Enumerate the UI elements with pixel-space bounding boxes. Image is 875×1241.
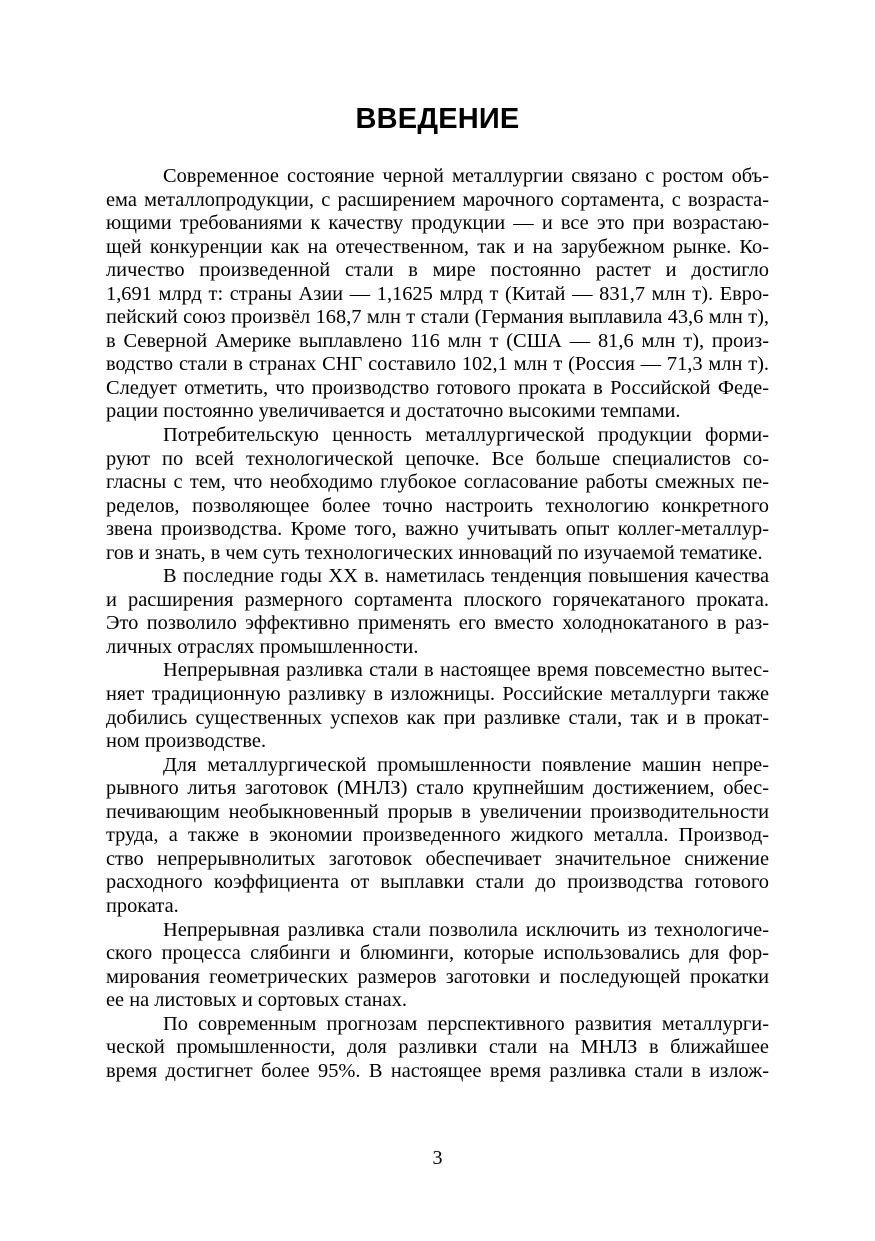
text-line: ческой промышленности, доля разливки стали на МНЛЗ в ближайшее bbox=[106, 1036, 769, 1059]
text-line: гов и знать, в чем суть технологических инноваций по изучаемой тематике. bbox=[106, 541, 763, 564]
text-line: Непрерывная разливка стали в настоящее время повсеместно вытес- bbox=[163, 659, 769, 682]
page-title: ВВЕДЕНИЕ bbox=[355, 103, 520, 135]
text-line: пейский союз произвёл 168,7 млн т стали (Германия выплавила 43,6 млн т), bbox=[106, 306, 769, 329]
text-line: рывного литья заготовок (МНЛЗ) стало крупнейшим достижением, обес- bbox=[106, 777, 769, 800]
text-line: труда, а также в экономии произведенного жидкого металла. Производ- bbox=[106, 824, 769, 847]
body-text bbox=[106, 165, 769, 1083]
text-line: ема металлопродукции, с расширением марочного сортамента, с возраста- bbox=[106, 188, 769, 211]
text-line: водство стали в странах СНГ составило 102,1 млн т (Россия — 71,3 млн т). bbox=[106, 353, 769, 376]
text-line: печивающим необыкновенный прорыв в увеличении производительности bbox=[106, 800, 769, 823]
text-line: Потребительскую ценность металлургической продукции форми- bbox=[163, 424, 769, 447]
text-line: личество произведенной стали в мире постоянно растет и достигло bbox=[106, 259, 769, 282]
text-line: мирования геометрических размеров заготовки и последующей прокатки bbox=[106, 965, 769, 988]
text-line: Это позволило эффективно применять его вместо холоднокатаного в раз- bbox=[106, 612, 769, 635]
paragraph bbox=[106, 565, 769, 659]
text-line: личных отраслях промышленности. bbox=[106, 635, 419, 658]
text-line: в Северной Америке выплавлено 116 млн т (США — 81,6 млн т), произ- bbox=[106, 329, 769, 352]
text-line: По современным прогнозам перспективного развития металлурги- bbox=[163, 1012, 769, 1035]
text-line: рации постоянно увеличивается и достаточно высокими темпами. bbox=[106, 400, 681, 423]
text-line: щей конкуренции как на отечественном, так и на зарубежном рынке. Ко- bbox=[106, 235, 769, 258]
paragraph bbox=[106, 754, 769, 919]
text-line: ющими требованиями к качеству продукции — и все это при возрастаю- bbox=[106, 212, 769, 235]
page-number: 3 bbox=[432, 1147, 443, 1169]
text-line: Следует отметить, что производство готового проката в Российской Феде- bbox=[106, 376, 769, 399]
text-line: Непрерывная разливка стали позволила исключить из технологиче- bbox=[163, 918, 769, 941]
paragraph bbox=[106, 919, 769, 1013]
text-line: ского процесса слябинги и блюминги, которые использовались для фор- bbox=[106, 942, 769, 965]
text-line: звена производства. Кроме того, важно учитывать опыт коллег-металлур- bbox=[106, 518, 769, 541]
paragraph bbox=[106, 424, 769, 565]
text-line: и расширения размерного сортамента плоского горячекатаного проката. bbox=[106, 588, 769, 611]
text-line: время достигнет более 95%. В настоящее время разливка стали в излож- bbox=[106, 1059, 769, 1082]
text-line: расходного коэффициента от выплавки стали до производства готового bbox=[106, 871, 769, 894]
paragraph bbox=[106, 1013, 769, 1084]
text-line: гласны с тем, что необходимо глубокое согласование работы смежных пе- bbox=[106, 471, 769, 494]
text-line: Для металлургической промышленности появление машин непре- bbox=[163, 753, 769, 776]
text-line: ном производстве. bbox=[106, 730, 267, 753]
text-line: няет традиционную разливку в изложницы. Российские металлурги также bbox=[106, 683, 769, 706]
text-line: добились существенных успехов как при разливке стали, так и в прокат- bbox=[106, 706, 769, 729]
text-line: ство непрерывнолитых заготовок обеспечивает значительное снижение bbox=[106, 847, 769, 870]
text-line: руют по всей технологической цепочке. Все больше специалистов со- bbox=[106, 447, 769, 470]
text-line: Современное состояние черной металлургии связано с ростом объ- bbox=[163, 165, 769, 187]
text-line: 1,691 млрд т: страны Азии — 1,1625 млрд т (Китай — 831,7 млн т). Евро- bbox=[106, 282, 769, 305]
text-line: В последние годы XX в. наметилась тенденция повышения качества bbox=[163, 565, 769, 588]
paragraph bbox=[106, 659, 769, 753]
text-line: проката. bbox=[106, 894, 179, 917]
text-line: ределов, позволяющее более точно настроить технологию конкретного bbox=[106, 494, 769, 517]
text-line: ее на листовых и сортовых станах. bbox=[106, 989, 408, 1012]
paragraph bbox=[106, 165, 769, 424]
